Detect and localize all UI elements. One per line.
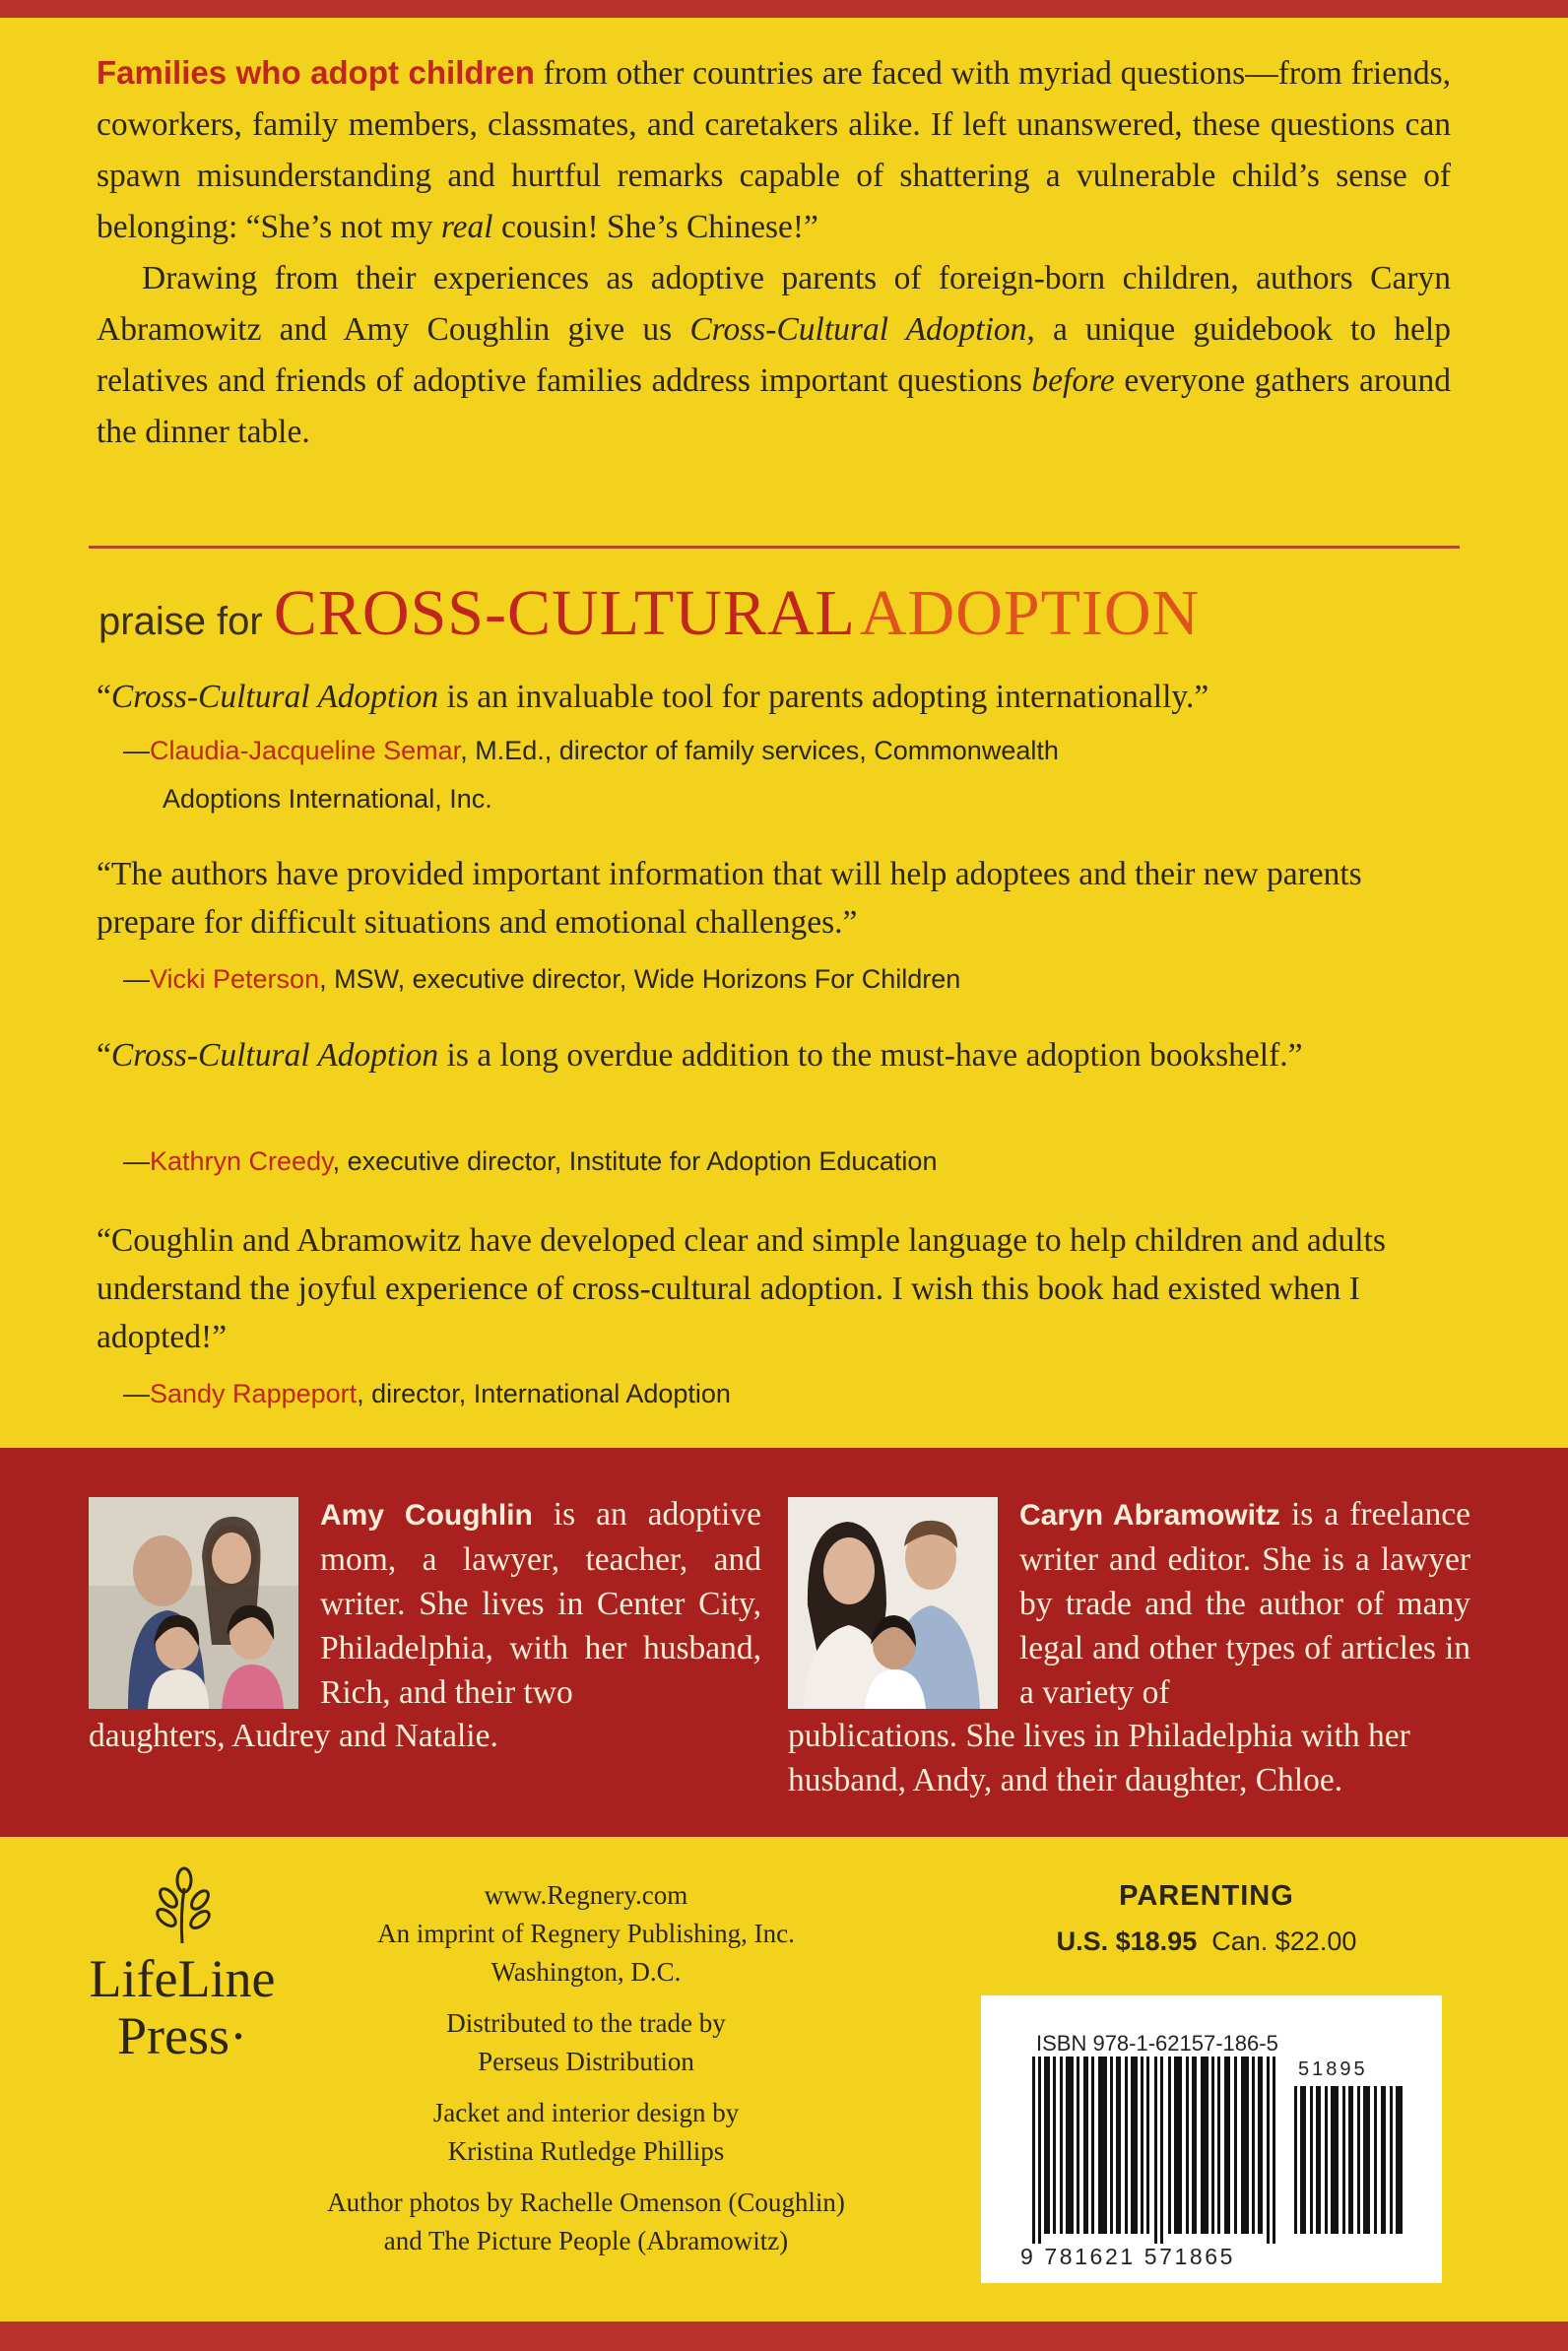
blurb-paragraph-1: Families who adopt children from other countries are faced with myriad questions—from friends, coworkers, family members, classmates, and caretakers alike. If left unanswered, these questions can spawn misunderstanding and hurtful remarks capable of shattering a vulnerable child’s sense of belonging: “She’s not my real cousin! She’s Chinese!” xyxy=(97,54,1451,245)
leaf-icon xyxy=(143,1866,222,1945)
publisher-credits: www.Regnery.com An imprint of Regnery Publishing, Inc. Washington, D.C. Distributed to the trade by Perseus Distribution Jacket and interior design by Kristina Rutledge Phillips Author photos by Rachelle Omenson (Coughlin) and The Picture People (Abramowitz) xyxy=(295,1876,877,2273)
ean-bars xyxy=(1032,2057,1288,2244)
praise-quote-4: “Coughlin and Abramowitz have developed clear and simple language to help children and adults understand the joyful experience of cross-cultural adoption. I wish this book had existed when I adopted!” xyxy=(97,1222,1386,1355)
author-photo-abramowitz xyxy=(788,1497,998,1709)
category-label: PARENTING xyxy=(1119,1880,1294,1912)
praise-attribution-2: —Vicki Peterson, MSW, executive director, Wide Horizons For Children xyxy=(123,964,961,994)
book-blurb xyxy=(97,47,1451,458)
price-addon-digits: 51895 xyxy=(1298,2058,1368,2080)
isbn-label: ISBN 978-1-62157-186-5 xyxy=(1036,2031,1278,2056)
bio-amy-coughlin-last-line: daughters, Audrey and Natalie. xyxy=(89,1718,498,1754)
section-divider xyxy=(89,546,1460,549)
blurb-paragraph-2: Drawing from their experiences as adoptive parents of foreign-born children, authors Caryn Abramowitz and Amy Coughlin give us Cross-Cultural Adoption, a unique guidebook to help relatives and friends of adoptive families address important questions before everyone gathers around the dinner table. xyxy=(97,260,1451,450)
bio-caryn-abramowitz-last-lines: publications. She lives in Philadelphia with her husband, Andy, and their daughter, Chloe. xyxy=(788,1718,1410,1798)
isbn-barcode xyxy=(981,1995,1442,2283)
praise-quote-2: “The authors have provided important information that will help adoptees and their new parents prepare for difficult situations and emotional challenges.” xyxy=(97,856,1362,941)
praise-attribution-1: —Claudia-Jacqueline Semar, M.Ed., director of family services, Commonwealth Adoptions International, Inc. xyxy=(123,736,1059,814)
ean-digits: 9 781621 571865 xyxy=(1020,2244,1236,2269)
lifeline-press-logo: LifeLine Press· xyxy=(69,1866,295,2064)
publisher-url: www.Regnery.com xyxy=(484,1880,688,1910)
canada-price: Can. $22.00 xyxy=(1211,1927,1357,1956)
bio-amy-coughlin: Amy Coughlin is an adoptive mom, a lawyer, teacher, and writer. She lives in Center City, Philadelphia, with her husband, Rich, and their two xyxy=(320,1496,761,1711)
praise-heading: praise for CROSS-CULTURAL ADOPTION xyxy=(98,577,1201,649)
blurb-lead: Families who adopt children xyxy=(97,54,535,91)
addon-bars xyxy=(1294,2086,1412,2234)
praise-quote-1: “Cross-Cultural Adoption is an invaluable tool for parents adopting internationally.” xyxy=(97,679,1209,715)
us-price: U.S. $18.95 xyxy=(1056,1927,1198,1956)
author-photo-coughlin xyxy=(89,1497,298,1709)
praise-attribution-3: —Kathryn Creedy, executive director, Institute for Adoption Education xyxy=(123,1146,938,1176)
praise-quote-3: “Cross-Cultural Adoption is a long overdue addition to the must-have adoption bookshelf.” xyxy=(97,1037,1303,1074)
praise-attribution-4: —Sandy Rappeport, director, International Adoption xyxy=(123,1379,731,1408)
pricing-block xyxy=(1024,1876,1389,1967)
bio-caryn-abramowitz: Caryn Abramowitz is a freelance writer and editor. She is a lawyer by trade and the author of many legal and other types of articles in a variety of xyxy=(1019,1496,1470,1711)
